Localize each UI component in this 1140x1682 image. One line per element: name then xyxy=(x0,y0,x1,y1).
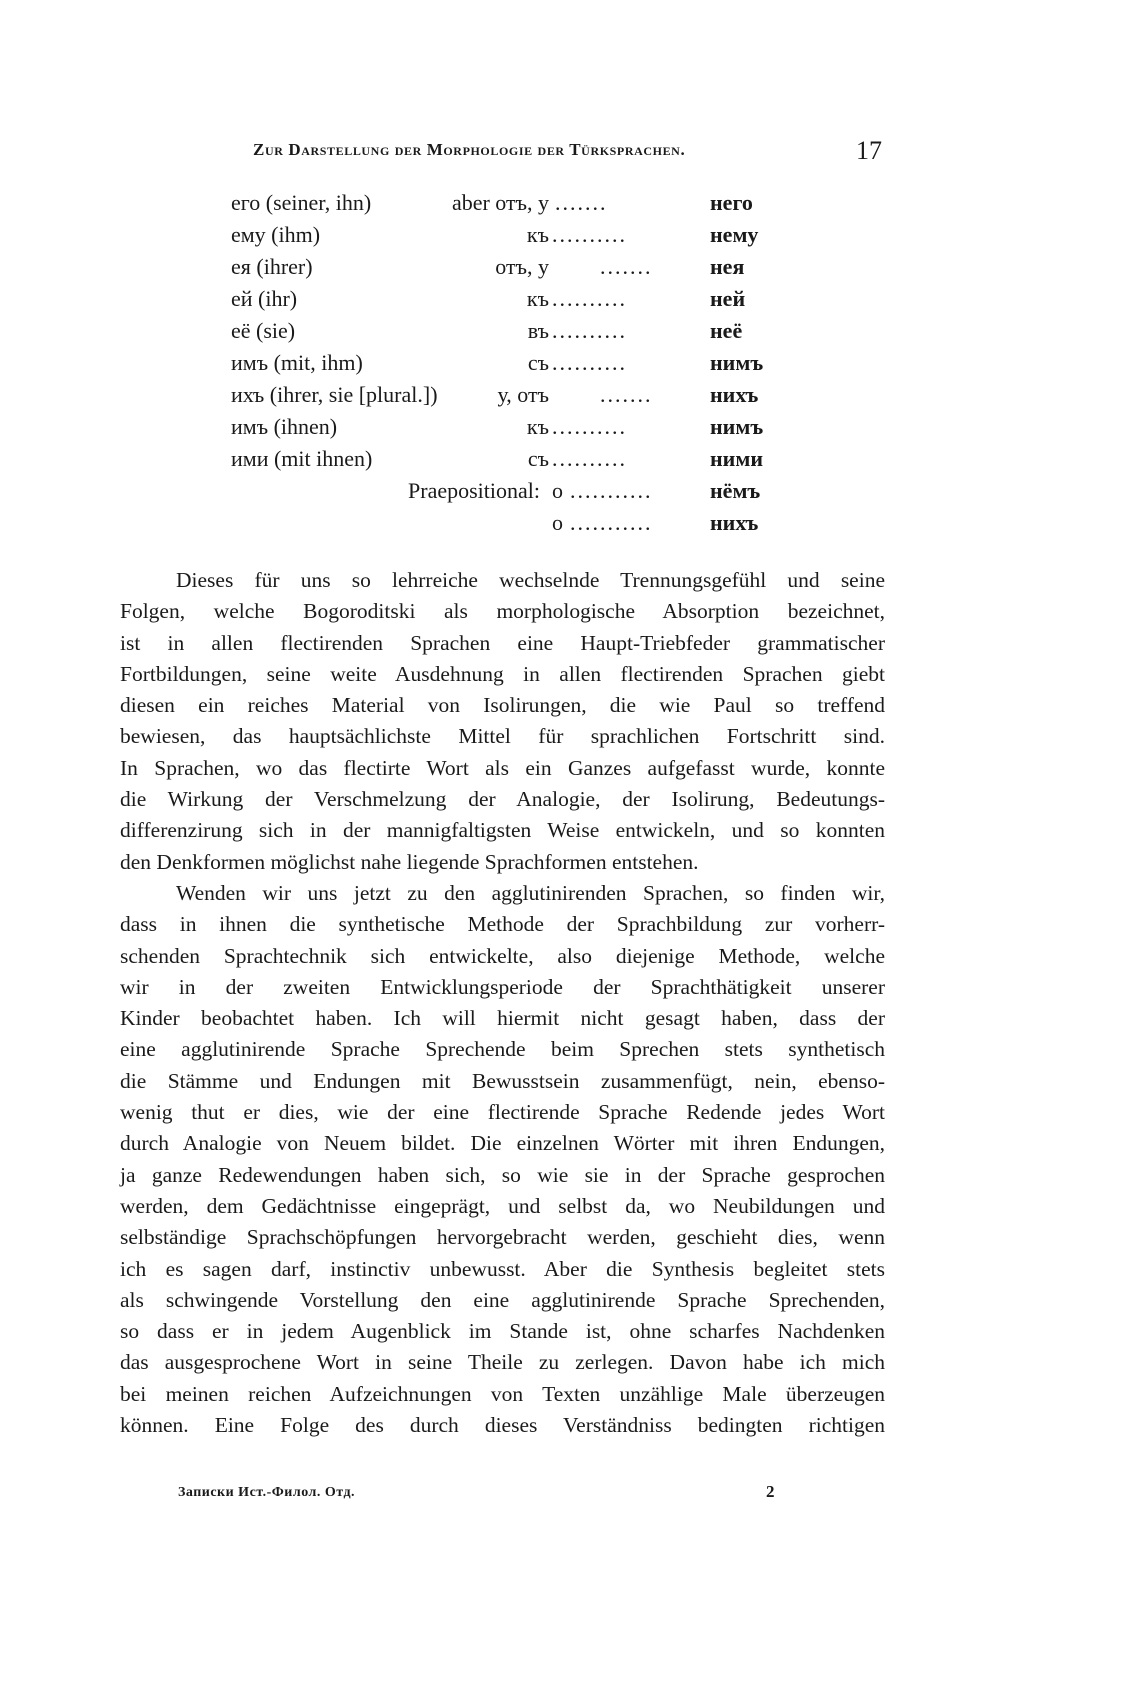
paradigm-form: имъ (mit, ihm) xyxy=(231,350,363,375)
paradigm-preposition: о xyxy=(552,478,565,503)
paradigm-form: его (seiner, ihn) xyxy=(231,190,372,215)
text-line: differenzirung sich in der mannigfaltigsten Weise entwickeln, und so konnten xyxy=(120,818,885,843)
paradigm-preposition: съ xyxy=(527,350,549,375)
paradigm-leader: .......... xyxy=(552,318,627,343)
paradigm-prepositional-form: неё xyxy=(710,318,743,343)
paradigm-leader: .......... xyxy=(552,446,627,471)
paradigm-preposition: aber отъ, у xyxy=(451,190,549,215)
paradigm-form: ея (ihrer) xyxy=(231,254,313,279)
text-line: Folgen, welche Bogoroditski als morphologische Absorption bezeichnet, xyxy=(120,599,885,624)
paradigm-row xyxy=(0,382,1140,414)
text-line: Fortbildungen, seine weite Ausdehnung in allen flectirenden Sprachen giebt xyxy=(120,661,885,686)
paradigm-prepositional-form: нимъ xyxy=(710,414,764,439)
paradigm-preposition: къ xyxy=(526,414,549,439)
paradigm-row xyxy=(0,254,1140,286)
paradigm-preposition: къ xyxy=(526,286,549,311)
paradigm-prepositional-form: нёмъ xyxy=(710,478,761,503)
text-line: Wenden wir uns jetzt zu den agglutinirenden Sprachen, so finden wir, xyxy=(176,880,885,905)
text-line: selbständige Sprachschöpfungen hervorgebracht werden, geschieht dies, wenn xyxy=(120,1225,885,1250)
text-line: Kinder beobachtet haben. Ich will hiermit nicht gesagt haben, dass der xyxy=(120,1006,885,1031)
text-line: die Wirkung der Verschmelzung der Analogie, der Isolirung, Bedeutungs- xyxy=(120,787,885,812)
journal-footer: Записки Ист.-Филол. Отд. xyxy=(178,1485,356,1500)
paradigm-prepositional-form: нихъ xyxy=(710,510,759,535)
paradigm-form: ихъ (ihrer, sie [plural.]) xyxy=(231,382,438,407)
text-line: können. Eine Folge des durch dieses Verständniss bedingten richtigen xyxy=(120,1413,885,1438)
body-text xyxy=(120,565,885,1441)
paradigm-row xyxy=(0,286,1140,318)
paradigm-form: имъ (ihnen) xyxy=(231,414,338,439)
text-line: werden, dem Gedächtnisse eingeprägt, und selbst da, wo Neubildungen und xyxy=(120,1193,885,1218)
text-line: die Stämme und Endungen mit Bewusstsein zusammenfügt, nein, ebenso- xyxy=(120,1068,885,1093)
paradigm-row xyxy=(0,190,1140,222)
paradigm-form: ей (ihr) xyxy=(231,286,298,311)
paradigm-preposition: о xyxy=(552,510,565,535)
paradigm-prepositional-form: ней xyxy=(710,286,746,311)
text-line: eine agglutinirende Sprache Sprechende beim Sprechen stets synthetisch xyxy=(120,1037,885,1062)
text-line: das ausgesprochene Wort in seine Theile zu zerlegen. Davon habe ich mich xyxy=(120,1350,885,1375)
paradigm-form: ему (ihm) xyxy=(231,222,321,247)
text-line: den Denkformen möglichst nahe liegende Sprachformen entstehen. xyxy=(120,849,699,874)
paradigm-preposition: къ xyxy=(526,222,549,247)
paradigm-leader: .......... xyxy=(552,222,627,247)
text-line: ja ganze Redewendungen haben sich, so wie sie in der Sprache gesprochen xyxy=(120,1162,885,1187)
text-line: als schwingende Vorstellung den eine agglutinirende Sprache Sprechenden, xyxy=(120,1287,885,1312)
running-head: Zur Darstellung der Morphologie der Türksprachen. xyxy=(253,140,686,159)
paradigm-row xyxy=(0,510,1140,542)
paradigm-prepositional-form: нимъ xyxy=(710,350,764,375)
paradigm-row xyxy=(0,350,1140,382)
paradigm-prepositional-form: нему xyxy=(710,222,759,247)
text-line: schenden Sprachtechnik sich entwickelte, also diejenige Methode, welche xyxy=(120,943,885,968)
paradigm-leader: ........... xyxy=(570,478,653,503)
text-line: bei meinen reichen Aufzeichnungen von Texten unzählige Male überzeugen xyxy=(120,1381,885,1406)
paradigm-leader: .......... xyxy=(552,286,627,311)
paradigm-row xyxy=(0,318,1140,350)
paradigm-form: её (sie) xyxy=(231,318,296,343)
paradigm-prepositional-form: ними xyxy=(710,446,764,471)
text-line: bewiesen, das hauptsächlichste Mittel für sprachlichen Fortschritt sind. xyxy=(120,724,885,749)
paradigm-leader: ....... xyxy=(555,190,608,215)
paradigm-preposition: съ xyxy=(527,446,549,471)
text-line: wenig thut er dies, wie der eine flectirende Sprache Redende jedes Wort xyxy=(120,1100,885,1125)
paradigm-leader: ....... xyxy=(600,382,653,407)
paradigm-form: ими (mit ihnen) xyxy=(231,446,373,471)
paradigm-prepositional-form: нея xyxy=(710,254,745,279)
text-line: ist in allen flectirenden Sprachen eine Haupt-Triebfeder grammatischer xyxy=(120,630,885,655)
text-line: durch Analogie von Neuem bildet. Die einzelnen Wörter mit ihren Endungen, xyxy=(120,1131,885,1156)
signature-mark: 2 xyxy=(766,1482,775,1501)
paradigm-row xyxy=(0,414,1140,446)
paradigm-prepositional-form: нихъ xyxy=(710,382,759,407)
text-line: Dieses für uns so lehrreiche wechselnde Trennungsgefühl und seine xyxy=(176,568,885,592)
text-line: so dass er in jedem Augenblick im Stande ist, ohne scharfes Nachdenken xyxy=(120,1319,885,1344)
paradigm-preposition: отъ, у xyxy=(495,254,549,279)
paradigm-row xyxy=(0,446,1140,478)
paradigm-row xyxy=(0,222,1140,254)
pronoun-paradigm-table xyxy=(0,190,1140,542)
paradigm-leader: ....... xyxy=(600,254,653,279)
prepositional-label: Praepositional: xyxy=(408,478,540,503)
paradigm-row xyxy=(0,478,1140,510)
page-number: 17 xyxy=(856,136,882,165)
paradigm-preposition: у, отъ xyxy=(497,382,549,407)
paradigm-prepositional-form: него xyxy=(710,190,753,215)
text-line: dass in ihnen die synthetische Methode der Sprachbildung zur vorherr- xyxy=(120,912,885,937)
text-line: wir in der zweiten Entwicklungsperiode der Sprachthätigkeit unserer xyxy=(120,974,885,999)
text-line: diesen ein reiches Material von Isolirungen, die wie Paul so treffend xyxy=(120,693,885,718)
paradigm-leader: .......... xyxy=(552,414,627,439)
text-line: In Sprachen, wo das flectirte Wort als ein Ganzes aufgefasst wurde, konnte xyxy=(120,755,885,780)
paradigm-leader: ........... xyxy=(570,510,653,535)
paradigm-leader: .......... xyxy=(552,350,627,375)
paradigm-preposition: въ xyxy=(527,318,549,343)
text-line: ich es sagen darf, instinctiv unbewusst. Aber die Synthesis begleitet stets xyxy=(120,1256,885,1281)
